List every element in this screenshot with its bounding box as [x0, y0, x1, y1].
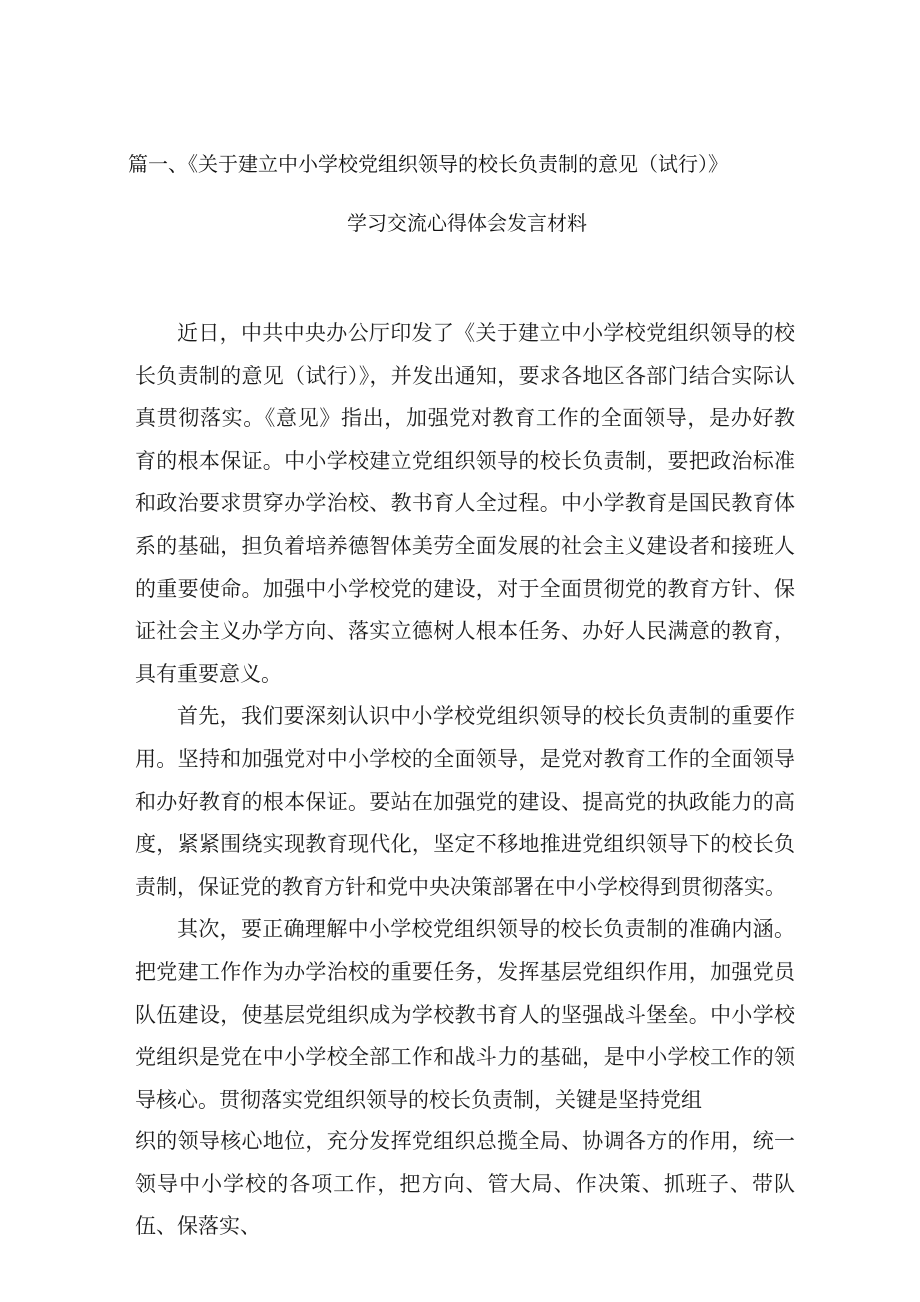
paragraph-second: 其次，要正确理解中小学校党组织领导的校长负责制的准确内涵。把党建工作作为办学治校的重要任务，发挥基层党组织作用，加强党员队伍建设，使基层党组织成为学校教书育人的坚强战斗堡垒。中小学校党组织是党在中小学校全部工作和战斗力的基础，是中小学校工作的领导核心。贯彻落实党组织领导的校长负责制，关键是坚持党组	[135, 917, 795, 1112]
document-subtitle: 学习交流心得体会发言材料	[347, 211, 587, 235]
document-title: 篇一、《关于建立中小学校党组织领导的校长负责制的意见（试行）》	[128, 152, 728, 176]
document-body-continued	[135, 1120, 795, 1248]
paragraph-continuation: 织的领导核心地位，充分发挥党组织总揽全局、协调各方的作用，统一领导中小学校的各项工作，把方向、管大局、作决策、抓班子、带队伍、保落实、	[135, 1129, 795, 1239]
paragraph-intro: 近日，中共中央办公厅印发了《关于建立中小学校党组织领导的校长负责制的意见（试行）》，并发出通知，要求各地区各部门结合实际认真贯彻落实。《意见》指出，加强党对教育工作的全面领导，是办好教育的根本保证。中小学校建立党组织领导的校长负责制，要把政治标准和政治要求贯穿办学治校、教书育人全过程。中小学教育是国民教育体系的基础，担负着培养德智体美劳全面发展的社会主义建设者和接班人的重要使命。加强中小学校党的建设，对于全面贯彻党的教育方针、保证社会主义办学方向、落实立德树人根本任务、办好人民满意的教育，具有重要意义。	[135, 321, 795, 686]
paragraph-first: 首先，我们要深刻认识中小学校党组织领导的校长负责制的重要作用。坚持和加强党对中小学校的全面领导，是党对教育工作的全面领导和办好教育的根本保证。要站在加强党的建设、提高党的执政能力的高度，紧紧围绕实现教育现代化，坚定不移地推进党组织领导下的校长负责制，保证党的教育方针和党中央决策部署在中小学校得到贯彻落实。	[135, 704, 795, 899]
document-body	[135, 312, 795, 1121]
